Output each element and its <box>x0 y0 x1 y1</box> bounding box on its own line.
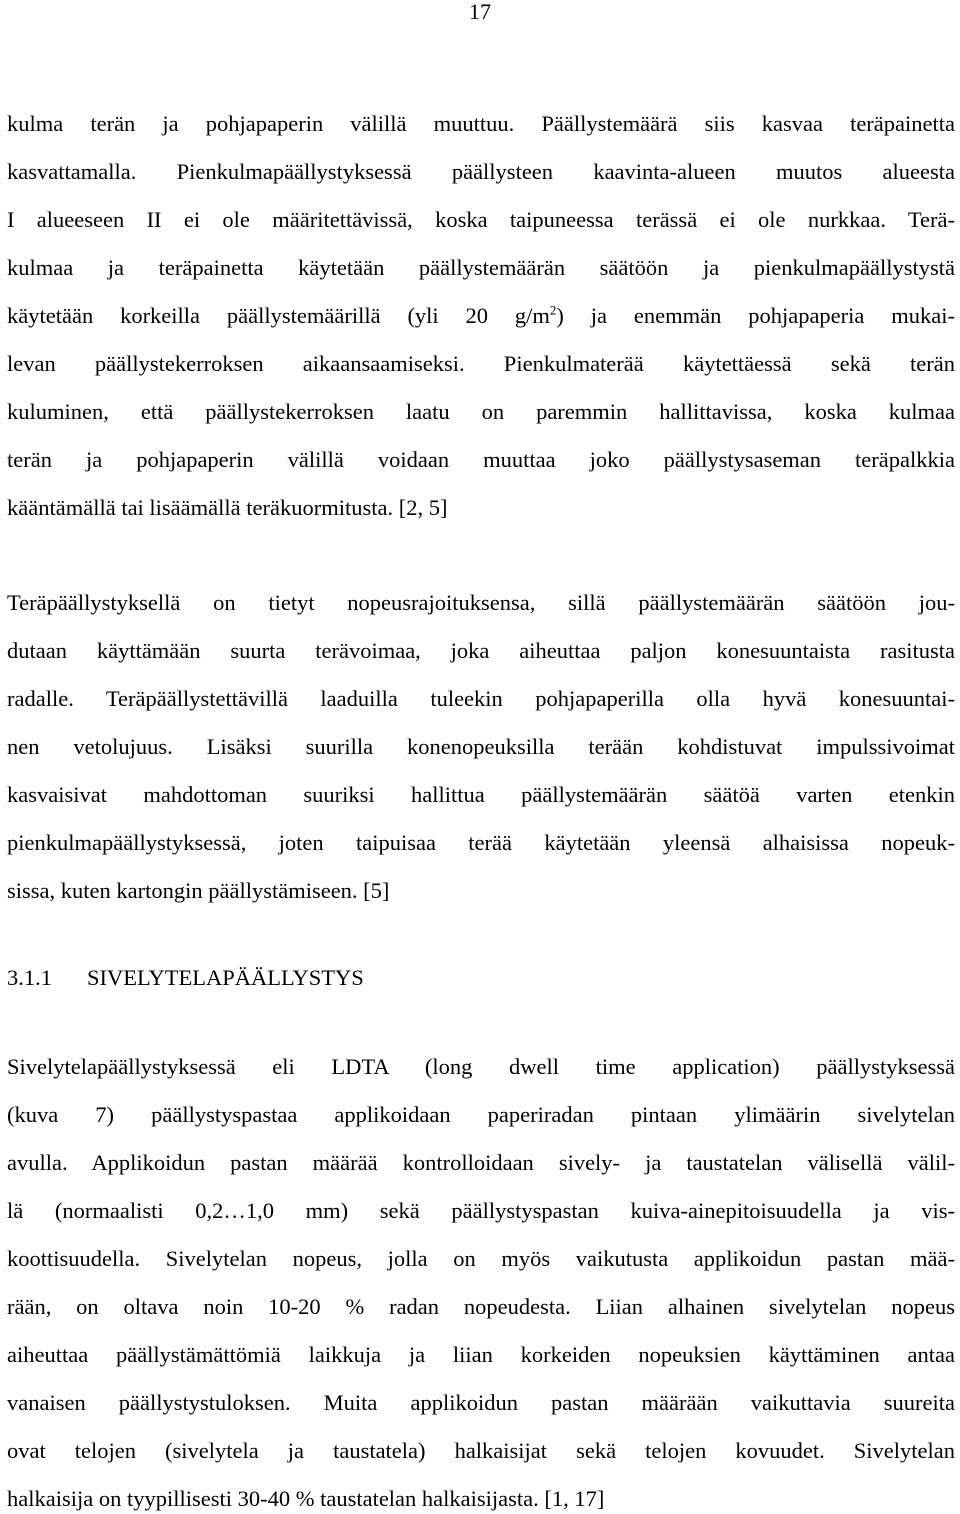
text-line: kääntämällä tai lisäämällä teräkuormitusta. [2, 5] <box>7 495 448 520</box>
text-line: kuluminen, että päällystekerroksen laatu on paremmin hallittavissa, koska kulmaa <box>7 399 955 424</box>
section-number: 3.1.1 <box>7 965 52 990</box>
text-line: pienkulmapäällystyksessä, joten taipuisaa terää käytetään yleensä alhaisissa nopeuk- <box>7 830 955 855</box>
text-line: koottisuudella. Sivelytelan nopeus, jolla on myös vaikutusta applikoidun pastan mää- <box>7 1246 955 1271</box>
text-line: dutaan käyttämään suurta terävoimaa, joka aiheuttaa paljon konesuuntaista rasitusta <box>7 638 955 663</box>
section-heading <box>7 963 364 993</box>
text-line: terän ja pohjapaperin välillä voidaan muuttaa joko päällystysaseman teräpalkkia <box>7 447 955 472</box>
text-line: (kuva 7) päällystyspastaa applikoidaan paperiradan pintaan ylimäärin sivelytelan <box>7 1102 955 1127</box>
superscript: 2 <box>549 302 557 318</box>
text-line: sissa, kuten kartongin päällystämiseen. [5] <box>7 878 390 903</box>
text-line: Teräpäällystyksellä on tietyt nopeusrajoituksensa, sillä päällystemäärän säätöön jou- <box>7 590 955 615</box>
text-line: ovat telojen (sivelytela ja taustatela) halkaisijat sekä telojen kovuudet. Sivelytelan <box>7 1438 955 1463</box>
text-line: halkaisija on tyypillisesti 30-40 % taustatelan halkaisijasta. [1, 17] <box>7 1486 605 1511</box>
text-line: kasvaisivat mahdottoman suuriksi hallittua päällystemäärän säätöä varten etenkin <box>7 782 955 807</box>
text-line: aiheuttaa päällystämättömiä laikkuja ja liian korkeiden nopeuksien käyttäminen antaa <box>7 1342 955 1367</box>
text-line: kulmaa ja teräpainetta käytetään päällystemäärän säätöön ja pienkulmapäällystystä <box>7 255 955 280</box>
text-line: kulma terän ja pohjapaperin välillä muuttuu. Päällystemäärä siis kasvaa teräpainetta <box>7 111 955 136</box>
text-line: rään, on oltava noin 10-20 % radan nopeudesta. Liian alhainen sivelytelan nopeus <box>7 1294 955 1319</box>
section-title: SIVELYTELAPÄÄLLYSTYS <box>87 965 364 990</box>
text-line: Sivelytelapäällystyksessä eli LDTA (long dwell time application) päällystyksessä <box>7 1054 955 1079</box>
text-segment: käytetään korkeilla päällystemäärillä (yli 20 g/m <box>7 303 550 328</box>
text-line: vanaisen päällystystuloksen. Muita applikoidun pastan määrään vaikuttavia suureita <box>7 1390 955 1415</box>
text-line-with-superscript <box>7 301 955 331</box>
text-segment: ) ja enemmän pohjapaperia mukai- <box>556 303 955 328</box>
text-line: kasvattamalla. Pienkulmapäällystyksessä päällysteen kaavinta-alueen muutos alueesta <box>7 159 955 184</box>
text-line: levan päällystekerroksen aikaansaamiseksi. Pienkulmaterää käytettäessä sekä terän <box>7 351 955 376</box>
text-line: nen vetolujuus. Lisäksi suurilla konenopeuksilla terään kohdistuvat impulssivoimat <box>7 734 955 759</box>
page-number: 17 <box>469 0 491 24</box>
text-line: lä (normaalisti 0,2…1,0 mm) sekä päällystyspastan kuiva-ainepitoisuudella ja vis- <box>7 1198 955 1223</box>
text-line: I alueeseen II ei ole määritettävissä, koska taipuneessa terässä ei ole nurkkaa. Terä- <box>7 207 955 232</box>
text-line: avulla. Applikoidun pastan määrää kontrolloidaan sively- ja taustatelan välisellä välil- <box>7 1150 955 1175</box>
text-line: radalle. Teräpäällystettävillä laaduilla tuleekin pohjapaperilla olla hyvä konesuuntai- <box>7 686 955 711</box>
